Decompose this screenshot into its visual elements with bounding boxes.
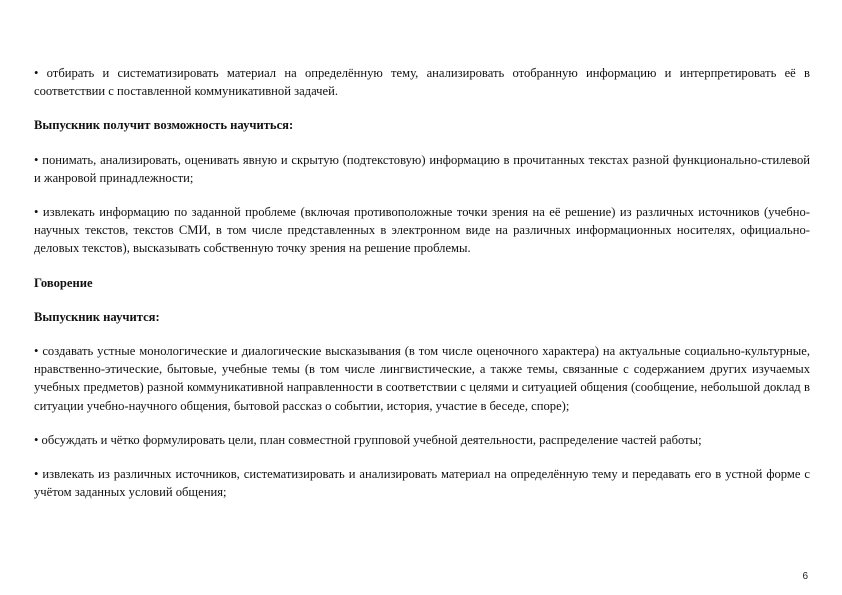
section-subheading: Выпускник получит возможность научиться: xyxy=(34,118,294,133)
section-heading: Говорение xyxy=(34,275,93,290)
bullet-paragraph: • извлекать информацию по заданной проблеме (включая противоположные точки зрения на её решение) из различных источников (учебно-научных текстов, текстов СМИ, в том числе представленных в электронном виде на различных информационных носителях, официально-деловых текстов), высказывать собственную точку зрения на решение проблемы. xyxy=(34,205,810,256)
bullet-paragraph: • извлекать из различных источников, систематизировать и анализировать материал на определённую тему и передавать его в устной форме с учётом заданных условий общения; xyxy=(34,467,810,500)
bullet-paragraph: • понимать, анализировать, оценивать явную и скрытую (подтекстовую) информацию в прочитанных текстах разной функционально-стилевой и жанровой принадлежности; xyxy=(34,152,810,185)
bullet-paragraph: • отбирать и систематизировать материал на определённую тему, анализировать отобранную информацию и интерпретировать её в соответствии с поставленной коммуникативной задачей. xyxy=(34,66,810,99)
page-content xyxy=(34,64,810,517)
section-subheading: Выпускник научится: xyxy=(34,309,160,324)
page-number: 6 xyxy=(802,571,808,582)
bullet-paragraph: • создавать устные монологические и диалогические высказывания (в том числе оценочного характера) на актуальные социально-культурные, нравственно-этические, бытовые, учебные темы (в том числе лингвистические, а также темы, связанные с содержанием других изучаемых учебных предметов) разной коммуникативной направленности в соответствии с целями и ситуацией общения (сообщение, небольшой доклад в ситуации учебно-научного общения, бытовой рассказ о событии, история, участие в беседе, споре); xyxy=(34,344,810,413)
bullet-paragraph: • обсуждать и чётко формулировать цели, план совместной групповой учебной деятельности, распределение частей работы; xyxy=(34,432,702,447)
